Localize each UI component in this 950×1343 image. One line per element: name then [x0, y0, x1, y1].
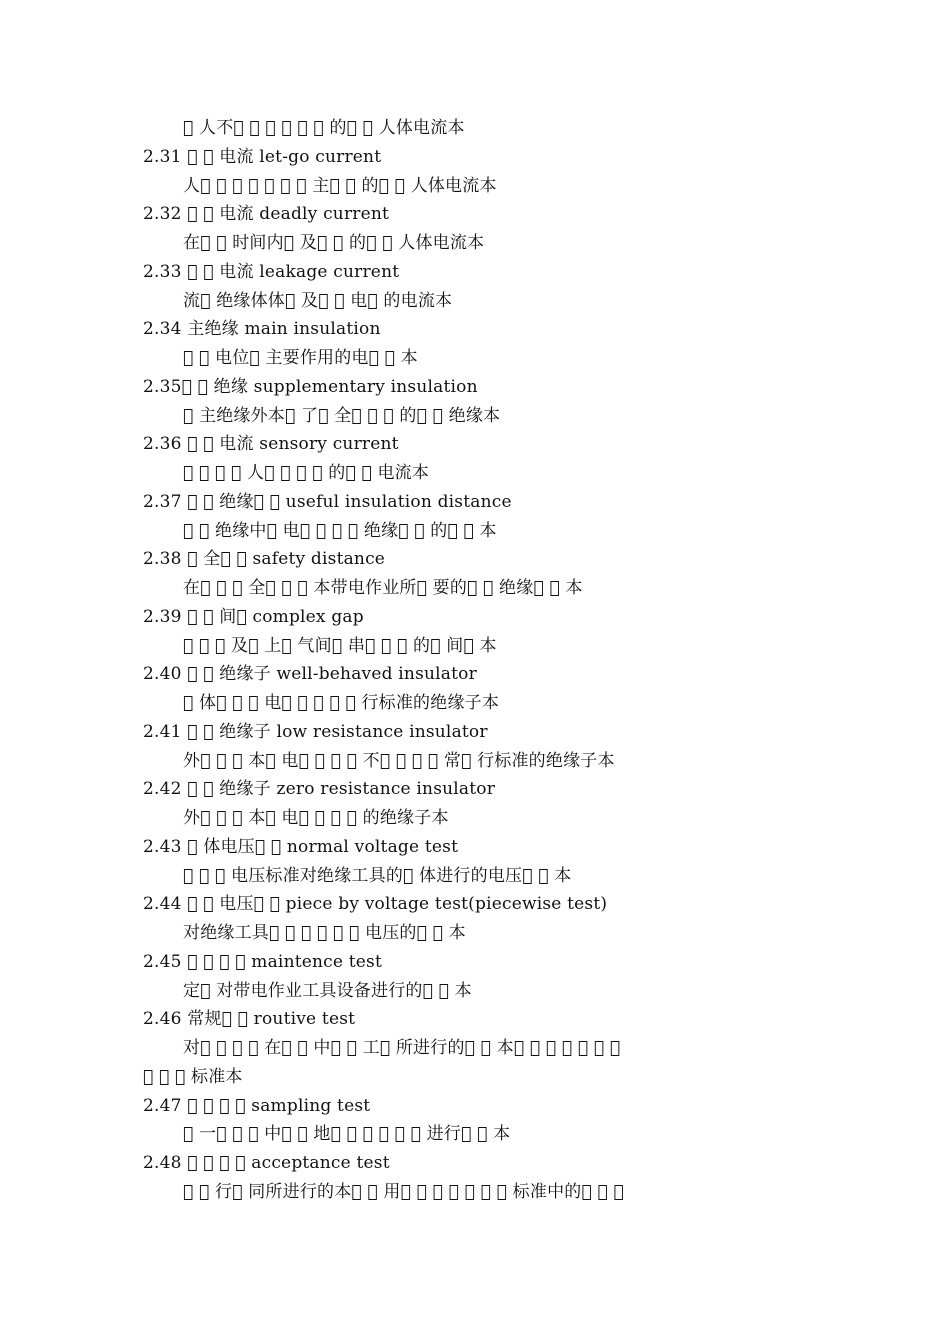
text-line:   人不            的    人体电流本 — [183, 118, 465, 138]
term-heading: 2.40     绝缘子 well-behaved insulator — [143, 664, 477, 684]
term-heading: 2.43   体电压    normal voltage test — [143, 837, 459, 857]
text-line:       电压标准对绝缘工具的  体进行的电压    本 — [183, 866, 572, 886]
term-heading: 2.37     绝缘    useful insulation distance — [143, 492, 512, 512]
term-heading: 2.46 常规    routive test — [143, 1009, 356, 1029]
text-line-continuation:       标准本 — [143, 1067, 243, 1087]
term-heading: 2.45         maintence test — [143, 952, 382, 972]
text-line: 定  对带电作业工具设备进行的    本 — [183, 981, 472, 1001]
term-heading: 2.39     间  complex gap — [143, 607, 364, 627]
text-line:   一      中    地            进行    本 — [183, 1124, 511, 1144]
text-line:     绝缘中  电        绝缘    的    本 — [183, 521, 497, 541]
text-line: 对        在    中    工  所进行的    本              — [183, 1038, 621, 1058]
term-heading: 2.33     电流 leakage current — [143, 262, 400, 282]
text-line: 对绝缘工具            电压的    本 — [183, 923, 466, 943]
term-heading: 2.38   全    safety distance — [143, 549, 386, 569]
term-heading: 2.32     电流 deadly current — [143, 204, 390, 224]
text-line:     电位  主要作用的电    本 — [183, 348, 418, 368]
text-line:         人        的    电流本 — [183, 463, 430, 483]
text-line:   体      电          行标准的绝缘子本 — [183, 693, 500, 713]
text-line:   主绝缘外本  了  全      的    绝缘本 — [183, 406, 501, 426]
term-heading: 2.36     电流 sensory current — [143, 434, 399, 454]
term-heading: 2.41     绝缘子 low resistance insulator — [143, 722, 488, 742]
text-line: 外      本  电        的绝缘子本 — [183, 808, 449, 828]
term-heading: 2.31     电流 let-go current — [143, 147, 382, 167]
text-line: 外      本  电        不        常  行标准的绝缘子本 — [183, 751, 615, 771]
term-heading: 2.48         acceptance test — [143, 1153, 390, 1173]
term-heading: 2.47         sampling test — [143, 1096, 371, 1116]
text-line:       及  上  气间  串      的  间  本 — [183, 636, 497, 656]
text-line: 在      全      本带电作业所  要的    绝缘    本 — [183, 578, 583, 598]
term-heading: 2.35    绝缘 supplementary insulation — [143, 377, 478, 397]
text-line: 在    时间内  及    的    人体电流本 — [183, 233, 485, 253]
text-line:     行  同所进行的本    用              标准中的      — [183, 1182, 624, 1202]
text-line: 流  绝缘体体  及    电  的电流本 — [183, 291, 453, 311]
term-heading: 2.42     绝缘子 zero resistance insulator — [143, 779, 496, 799]
term-heading: 2.44     电压    piece by voltage test(piecewise test) — [143, 894, 608, 914]
text-line: 人              主    的    人体电流本 — [183, 176, 497, 196]
term-heading: 2.34 主绝缘 main insulation — [143, 319, 381, 339]
